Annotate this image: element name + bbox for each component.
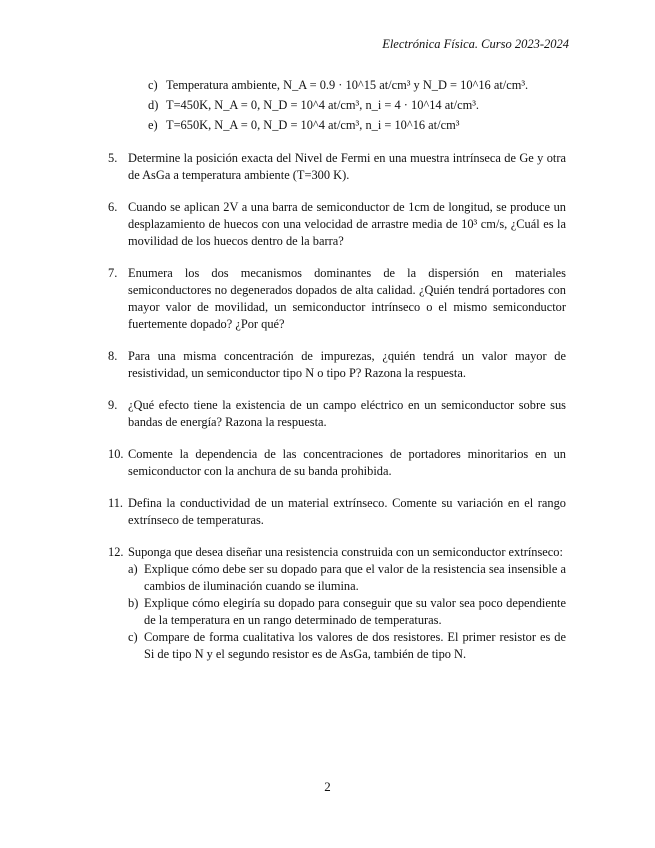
question-12 — [108, 544, 566, 663]
question-9 — [108, 397, 566, 431]
subitem-text: Compare de forma cualitativa los valores de dos resistores. El primer resistor es de Si de tipo N y el segundo resistor es de AsGa, también de tipo N. — [144, 630, 566, 661]
question-number: 7. — [108, 266, 118, 280]
question-text: Defina la conductividad de un material extrínseco. Comente su variación en el rango extrínseco de temperaturas. — [128, 496, 566, 527]
question-number: 12. — [108, 545, 124, 559]
subitem-text: Explique cómo debe ser su dopado para que el valor de la resistencia sea insensible a cambios de iluminación cuando se ilumina. — [144, 562, 566, 593]
subitem-text: T=650K, N_A = 0, N_D = 10^4 at/cm³, n_i = 10^16 at/cm³ — [166, 118, 460, 132]
question-text: Determine la posición exacta del Nivel de Fermi en una muestra intrínseca de Ge y otra de AsGa a temperatura ambiente (T=300 K). — [128, 151, 566, 182]
subitem-c — [148, 74, 566, 94]
page-number: 2 — [324, 779, 331, 794]
subitem-text: T=450K, N_A = 0, N_D = 10^4 at/cm³, n_i = 4 · 10^14 at/cm³. — [166, 98, 480, 112]
question-12-subitems — [128, 561, 566, 663]
question-5 — [108, 150, 566, 184]
subitem-label: b) — [128, 596, 139, 610]
subitem-label: c) — [128, 630, 138, 644]
subitem-label: d) — [148, 98, 159, 112]
question-number: 5. — [108, 151, 118, 165]
subitem-d — [148, 94, 566, 114]
question-number: 9. — [108, 398, 118, 412]
subitem-label: a) — [128, 562, 138, 576]
question-8 — [108, 348, 566, 382]
question-text: Suponga que desea diseñar una resistencia construida con un semiconductor extrínseco: — [128, 545, 563, 559]
subitem-label: c) — [148, 78, 158, 92]
question-7 — [108, 265, 566, 333]
subitem-label: e) — [148, 118, 158, 132]
question-text: Para una misma concentración de impurezas, ¿quién tendrá un valor mayor de resistividad, un semiconductor tipo N o tipo P? Razona la respuesta. — [128, 349, 566, 380]
question-text: Cuando se aplican 2V a una barra de semiconductor de 1cm de longitud, se produce un desplazamiento de huecos con una velocidad de arrastre media de 10³ cm/s, ¿Cuál es la movilidad de los huecos dentro de la barra? — [128, 200, 566, 248]
page-header: Electrónica Física. Curso 2023-2024 — [382, 37, 569, 51]
question-10 — [108, 446, 566, 480]
question-11 — [108, 495, 566, 529]
subitem-text: Explique cómo elegiría su dopado para conseguir que su valor sea poco dependiente de la temperatura en un rango determinado de temperaturas. — [144, 596, 566, 627]
question-number: 10. — [108, 447, 124, 461]
subitem-text: Temperatura ambiente, N_A = 0.9 · 10^15 at/cm³ y N_D = 10^16 at/cm³. — [166, 78, 529, 92]
question-number: 11. — [108, 496, 124, 510]
question-number: 6. — [108, 200, 118, 214]
question-text: ¿Qué efecto tiene la existencia de un campo eléctrico en un semiconductor sobre sus bandas de energía? Razona la respuesta. — [128, 398, 566, 429]
question-12-body — [128, 544, 566, 663]
question-number: 8. — [108, 349, 118, 363]
document-body — [108, 74, 566, 663]
list-item — [128, 561, 566, 595]
question-6 — [108, 199, 566, 250]
question-text: Comente la dependencia de las concentraciones de portadores minoritarios en un semiconductor con la anchura de su banda prohibida. — [128, 447, 566, 478]
list-item — [128, 595, 566, 629]
subitem-e — [148, 114, 566, 134]
question-text: Enumera los dos mecanismos dominantes de la dispersión en materiales semiconductores no degenerados dopados de alta calidad. ¿Quién tendrá portadores con mayor valor de movilidad, un semiconductor intrínseco o el mismo semiconductor fuertemente dopado? ¿Por qué? — [128, 266, 566, 331]
list-item — [128, 629, 566, 663]
